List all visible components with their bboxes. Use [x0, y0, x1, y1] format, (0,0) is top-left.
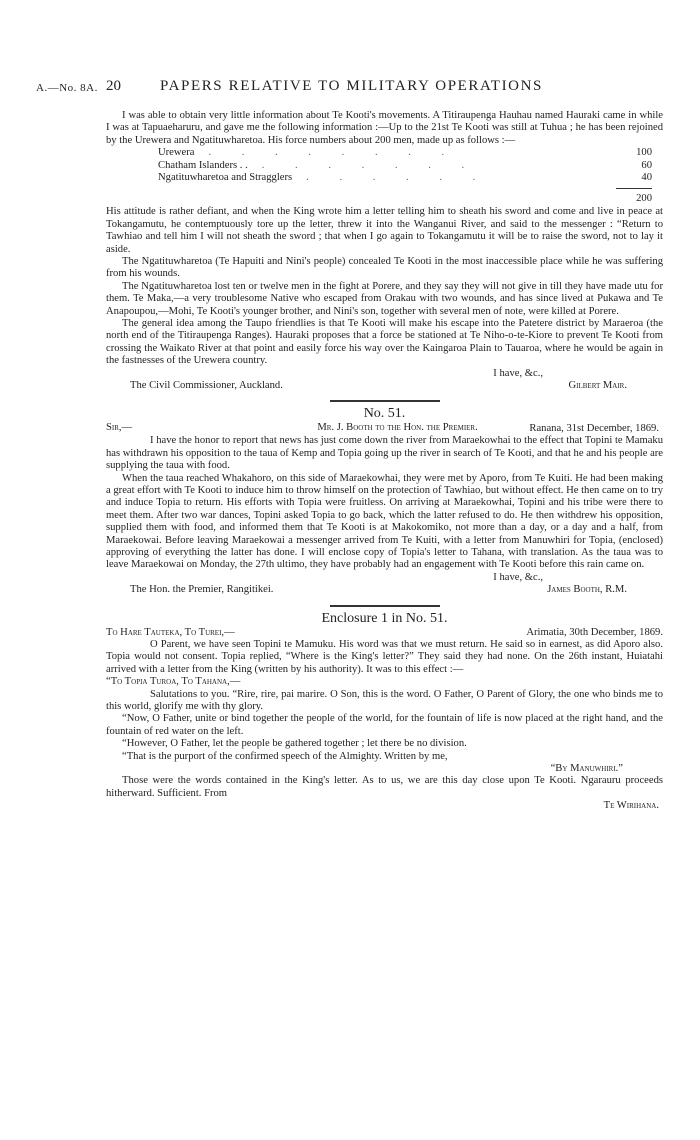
document-body: [106, 110, 663, 813]
booth-addressee: The Hon. the Premier, Rangitikei.: [130, 584, 274, 596]
section-divider: [330, 400, 440, 402]
enclosure-meta: [106, 627, 663, 639]
letter-from-to: Mr. J. Booth to the Hon. the Premier.: [317, 422, 478, 434]
letter-number: No. 51.: [363, 406, 406, 422]
enclosure-to-2: “To Topia Turoa, To Tahana,—: [106, 676, 241, 688]
mair-paragraph-2: His attitude is rather defiant, and when the King wrote him a letter telling him to sheath his sword and come and live in peace at Tokangamutu, he contemptuously tore up the letter, threw it into the Wanganui River, and said to the messenger : “Return to Tawhiao and tell him I will not sheath the sword ; that when I go again to Tokangamutu it will be to raise the sword, not to lay it aside.: [106, 206, 663, 255]
mair-addressee: The Civil Commissioner, Auckland.: [130, 380, 283, 392]
mair-paragraph-3: The Ngatituwharetoa (Te Hapuiti and Nini's people) concealed Te Kooti in the most inaccessible place while he was suffering from his wounds.: [106, 256, 663, 280]
force-count: 40: [641, 172, 652, 183]
leader-dots: . . . . . . . .: [208, 147, 459, 159]
section-divider: [330, 605, 440, 607]
force-name: Ngatituwharetoa and Stragglers: [158, 172, 293, 183]
force-row: [158, 160, 652, 172]
mair-signature: Gilbert Mair.: [568, 380, 627, 392]
enclosure-byline: “By Manuwhiri.”: [550, 763, 623, 775]
salutation: Sir,—: [106, 422, 133, 434]
mair-signature-line: [106, 380, 663, 392]
booth-signature-line: [106, 584, 663, 596]
page-title: PAPERS RELATIVE TO MILITARY OPERATIONS: [160, 78, 543, 94]
force-total: 200: [636, 193, 652, 205]
force-name: Chatham Islanders . .: [158, 159, 248, 171]
force-count: 60: [641, 159, 652, 171]
force-row: [158, 172, 652, 184]
mair-paragraph-5: The general idea among the Taupo friendlies is that Te Kooti will make his escape into the Patetere district by Maraeroa (the north end of the Titiraupenga Ranges). Hauraki proposes that a force be stationed at Te Niho-o-te-Kiore to prevent Te Kooti from crossing the Waikato River at that point and easily force his way over the Kaingaroa Plain to Tauaroa, where he would be again in the fastnesses of the Urewera country.: [106, 318, 663, 367]
enclosure-paragraph-6: Those were the words contained in the King's letter. As to us, we are this day close upon Te Kooti. Ngarauru proceeds hitherward. Sufficient. From: [106, 775, 663, 799]
force-count: 100: [636, 147, 652, 159]
letter-place-date: Ranana, 31st December, 1869.: [529, 422, 659, 434]
enclosure-to: To Hare Tauteka, To Turei,—: [106, 626, 235, 638]
force-table: [158, 147, 652, 206]
booth-closing: I have, &c.,: [493, 571, 543, 583]
booth-signature: James Booth, R.M.: [547, 584, 627, 596]
total-rule: [616, 188, 652, 189]
booth-paragraph-2: When the taua reached Whakahoro, on this side of Maraekowhai, they were met by Aporo, from Te Kuiti. He had been making a great effort with Te Kooti to induce him to throw himself on the protection of Tawhiao, but without effect. He then came on to try and induce Topia to return. His efforts with Topia were fruitless. On arriving at Maraekowhai, Topini and his tribe were there to meet them. After two war dances, Topini asked Topia to go back, which the latter refused to do. He then withdrew his opposition, supplied them with food, and informed them that Te Kooti is at Makokomiko, not more than a day, or a day and a half, from Maraekowai. Before leaving Maraekowai a messenger arrived from Te Kuiti, with a letter from Manuwhiri for Topia, (enclosed) approving of everything the latter has done. I will enclose copy of Topia's letter to Tahana, with translation. As the taua was to leave Maraekowai on Monday, the 27th ultimo, they have probably had an engagement with Te Kooti before this rain came on.: [106, 472, 663, 571]
enclosure-paragraph-1: O Parent, we have seen Topini te Mamuku. His word was that we must return. He said so in earnest, as did Aporo also. Topia would not consent. Topia replied, “Where is the King's letter?” They said they had none. On the 26th instant, Huiatahi arrived with a letter from the King (written by his authority). It was to this effect :—: [106, 638, 663, 675]
mair-paragraph-1: I was able to obtain very little information about Te Kooti's movements. A Titiraupenga Hauhau named Hauraki came in while I was at Tapuaeharuru, and gave me the following information :—Up to the 21st Te Kooti was still at Tuhua ; he has been rejoined by the Urewera and Ngatituwharetoa. His force numbers about 200 men, made up as follows :—: [106, 110, 663, 146]
force-name: Urewera: [158, 147, 195, 159]
enclosure-place-date: Arimatia, 30th December, 1869.: [526, 626, 663, 638]
enclosure-paragraph-3: “Now, O Father, unite or bind together the people of the world, for the fountain of life is now placed at the right hand, and the fountain of red water on the left.: [106, 713, 663, 737]
leader-dots: . . . . . .: [306, 172, 490, 183]
enclosure-paragraph-2: Salutations to you. “Rire, rire, pai marire. O Son, this is the word. O Father, O Parent of Glory, the one who binds me to this world, glorify me with thy glory.: [106, 688, 663, 713]
booth-paragraph-1: I have the honor to report that news has just come down the river from Maraekowhai to the effect that Topini te Mamaku has withdrawn his opposition to the taua of Kemp and Topia going up the river in search of Te Kooti, and that he and his people are supplying the taua with food.: [106, 435, 663, 472]
enclosure-paragraph-5: “That is the purport of the confirmed speech of the Almighty. Written by me,: [122, 750, 448, 762]
leader-dots: . . . . . . .: [261, 159, 479, 171]
enclosure-paragraph-4: “However, O Father, let the people be gathered together ; let there be no division.: [122, 738, 467, 750]
force-row: [158, 147, 652, 159]
document-reference: A.—No. 8A.: [36, 82, 98, 94]
page-number: 20: [106, 78, 121, 94]
enclosure-heading: Enclosure 1 in No. 51.: [321, 610, 448, 626]
mair-paragraph-4: The Ngatituwharetoa lost ten or twelve men in the fight at Porere, and they say they will not give in till they have made utu for them. Te Maka,—a very troublesome Native who escaped from Orakau with two wounds, and has since lived at Pukawa and Te Anapoupou,—Mohi, Te Kooti's younger brother, and Nini's son, together with several men of note, were killed at Porere.: [106, 280, 663, 317]
enclosure-signature: Te Wirihana.: [603, 800, 659, 812]
mair-closing: I have, &c.,: [493, 367, 543, 379]
